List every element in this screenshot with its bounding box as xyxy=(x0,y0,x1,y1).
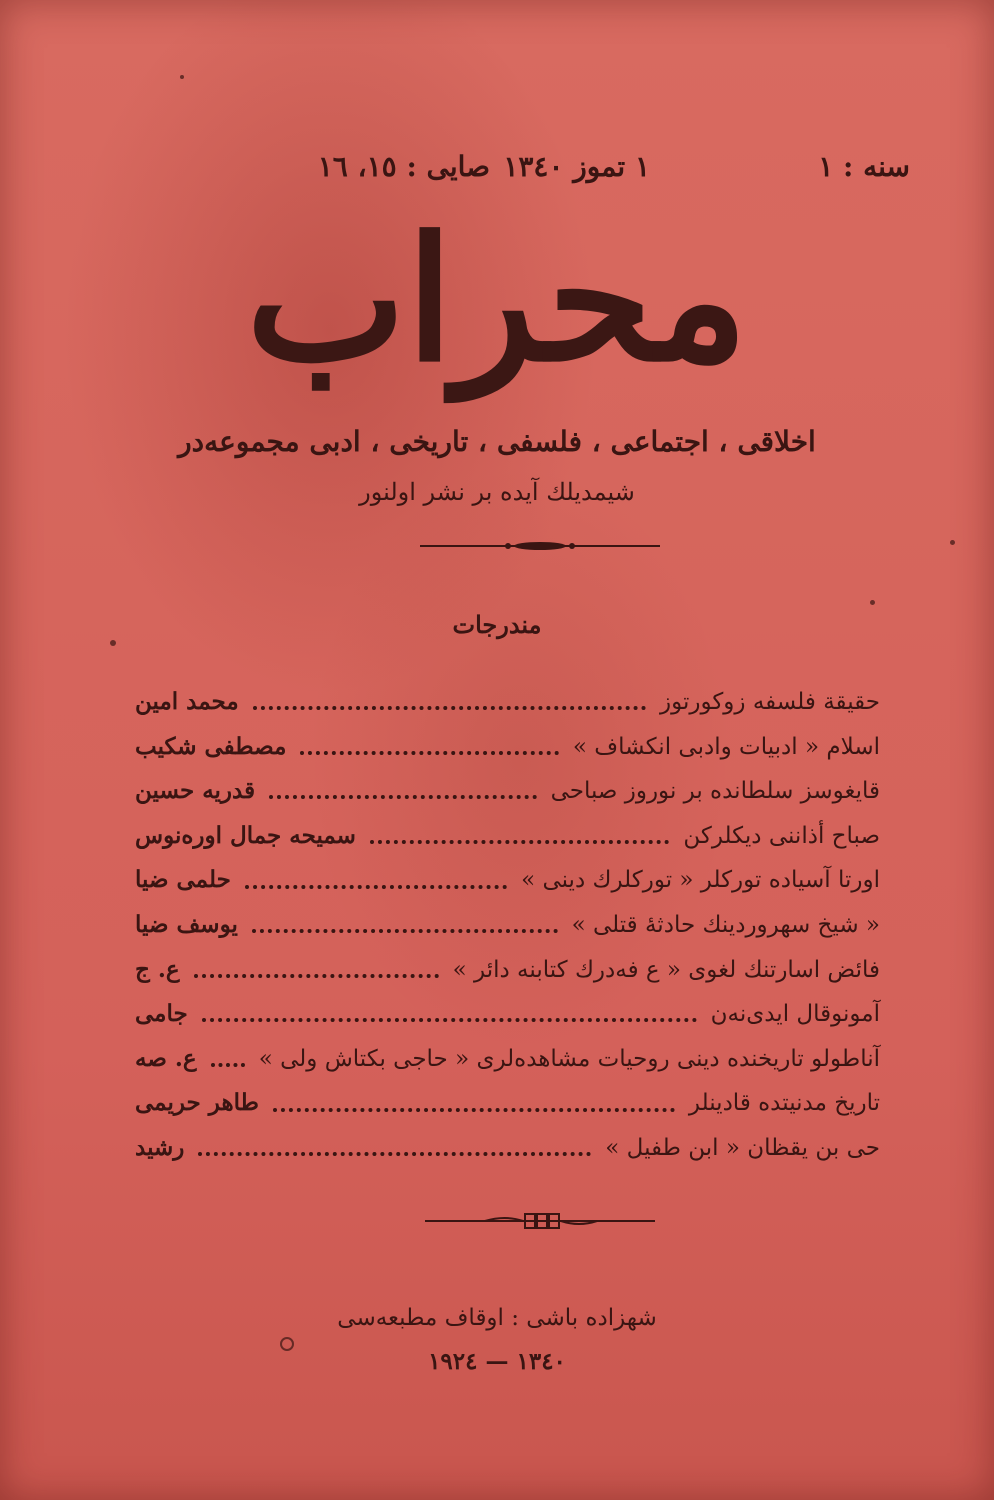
magazine-title: محراب xyxy=(246,200,748,400)
toc-entry-author: محمد امين xyxy=(135,688,239,715)
toc-leader-dots xyxy=(202,1018,697,1022)
toc-entry xyxy=(135,858,880,903)
toc-leader-dots xyxy=(269,795,536,799)
magazine-subtitle: اخلاقى ، اجتماعى ، فلسفى ، تاريخى ، ادبى مجموعه‌در xyxy=(178,425,816,458)
printer-line: شهزاده باشى : اوقاف مطبعه‌سى xyxy=(337,1305,657,1331)
print-year: ١٣٤٠ — ١٩٢٤ xyxy=(428,1348,566,1375)
toc-entry-author: جامى xyxy=(135,1000,188,1028)
toc-entry-author: ع. صه xyxy=(135,1044,197,1072)
toc-entry xyxy=(135,725,880,770)
speck xyxy=(110,640,116,646)
ornament-divider xyxy=(420,537,660,555)
toc-entry-title: آمونوقال ايدى‌نەن xyxy=(710,1001,880,1028)
toc-leader-dots xyxy=(194,974,439,978)
volume-year: سنه : ١ xyxy=(818,150,910,183)
ornament-divider-bottom xyxy=(425,1212,655,1230)
toc-leader-dots xyxy=(253,706,646,710)
toc-entry-title: صباح أذاننى ديكلركن xyxy=(683,822,880,849)
toc-entry-author: مصطفى شكيب xyxy=(135,732,287,760)
toc-entry-title: آناطولو تاريخنده دينى روحيات مشاهده‌لرى « حاجى بكتاش ولى » xyxy=(258,1045,880,1072)
toc-heading: مندرجات xyxy=(452,610,542,639)
toc-leader-dots xyxy=(211,1063,245,1067)
toc-leader-dots xyxy=(273,1108,675,1112)
issue-number: صايى : ١٥، ١٦ xyxy=(317,150,490,183)
toc-entry xyxy=(135,1081,880,1126)
toc-entry xyxy=(135,1037,880,1082)
toc-entry xyxy=(135,948,880,993)
toc-entry-title: اورتا آسياده توركلر « توركلرك دينى » xyxy=(521,867,880,894)
toc-entry-title: فائض اسارتنك لغوى « ع فه‌درك كتابنه دائر » xyxy=(452,956,880,983)
publication-note: شيمديلك آيده بر نشر اولنور xyxy=(359,478,635,506)
toc-entry-author: سميحه جمال اوره‌نوس xyxy=(135,821,356,849)
speck xyxy=(950,540,955,545)
table-of-contents xyxy=(135,680,880,1171)
toc-entry-author: يوسف ضيا xyxy=(135,910,238,938)
toc-entry-title: حقيقة فلسفه زوكورتوز xyxy=(659,689,880,715)
toc-entry-author: طاهر حريمى xyxy=(135,1089,259,1117)
toc-entry xyxy=(135,903,880,948)
toc-leader-dots xyxy=(198,1152,591,1156)
toc-entry xyxy=(135,814,880,859)
toc-entry xyxy=(135,680,880,725)
toc-entry-title: قايغوسز سلطانده بر نوروز صباحى xyxy=(550,778,880,805)
toc-entry-author: قدريه حسين xyxy=(135,777,256,805)
toc-entry xyxy=(135,992,880,1037)
speck xyxy=(870,600,875,605)
toc-entry-title: حى بن يقظان « ابن طفيل » xyxy=(605,1134,880,1161)
toc-entry-author: رشيد xyxy=(135,1133,185,1161)
toc-leader-dots xyxy=(300,751,558,755)
toc-entry xyxy=(135,769,880,814)
toc-leader-dots xyxy=(245,885,507,889)
toc-entry-title: تاريخ مدنيتده قادينلر xyxy=(688,1090,880,1117)
toc-entry xyxy=(135,1126,880,1171)
speck xyxy=(280,1337,294,1351)
toc-entry-title: اسلام « ادبيات وادبى انكشاف » xyxy=(572,733,880,760)
toc-entry-title: « شيخ سهروردينك حادثهٔ قتلى » xyxy=(571,911,880,938)
toc-entry-author: حلمى ضيا xyxy=(135,866,231,894)
toc-leader-dots xyxy=(252,929,558,933)
toc-leader-dots xyxy=(370,840,669,844)
speck xyxy=(180,75,184,79)
issue-date: ١ تموز ١٣٤٠ xyxy=(503,150,650,183)
toc-entry-author: ع. ج xyxy=(135,955,180,983)
